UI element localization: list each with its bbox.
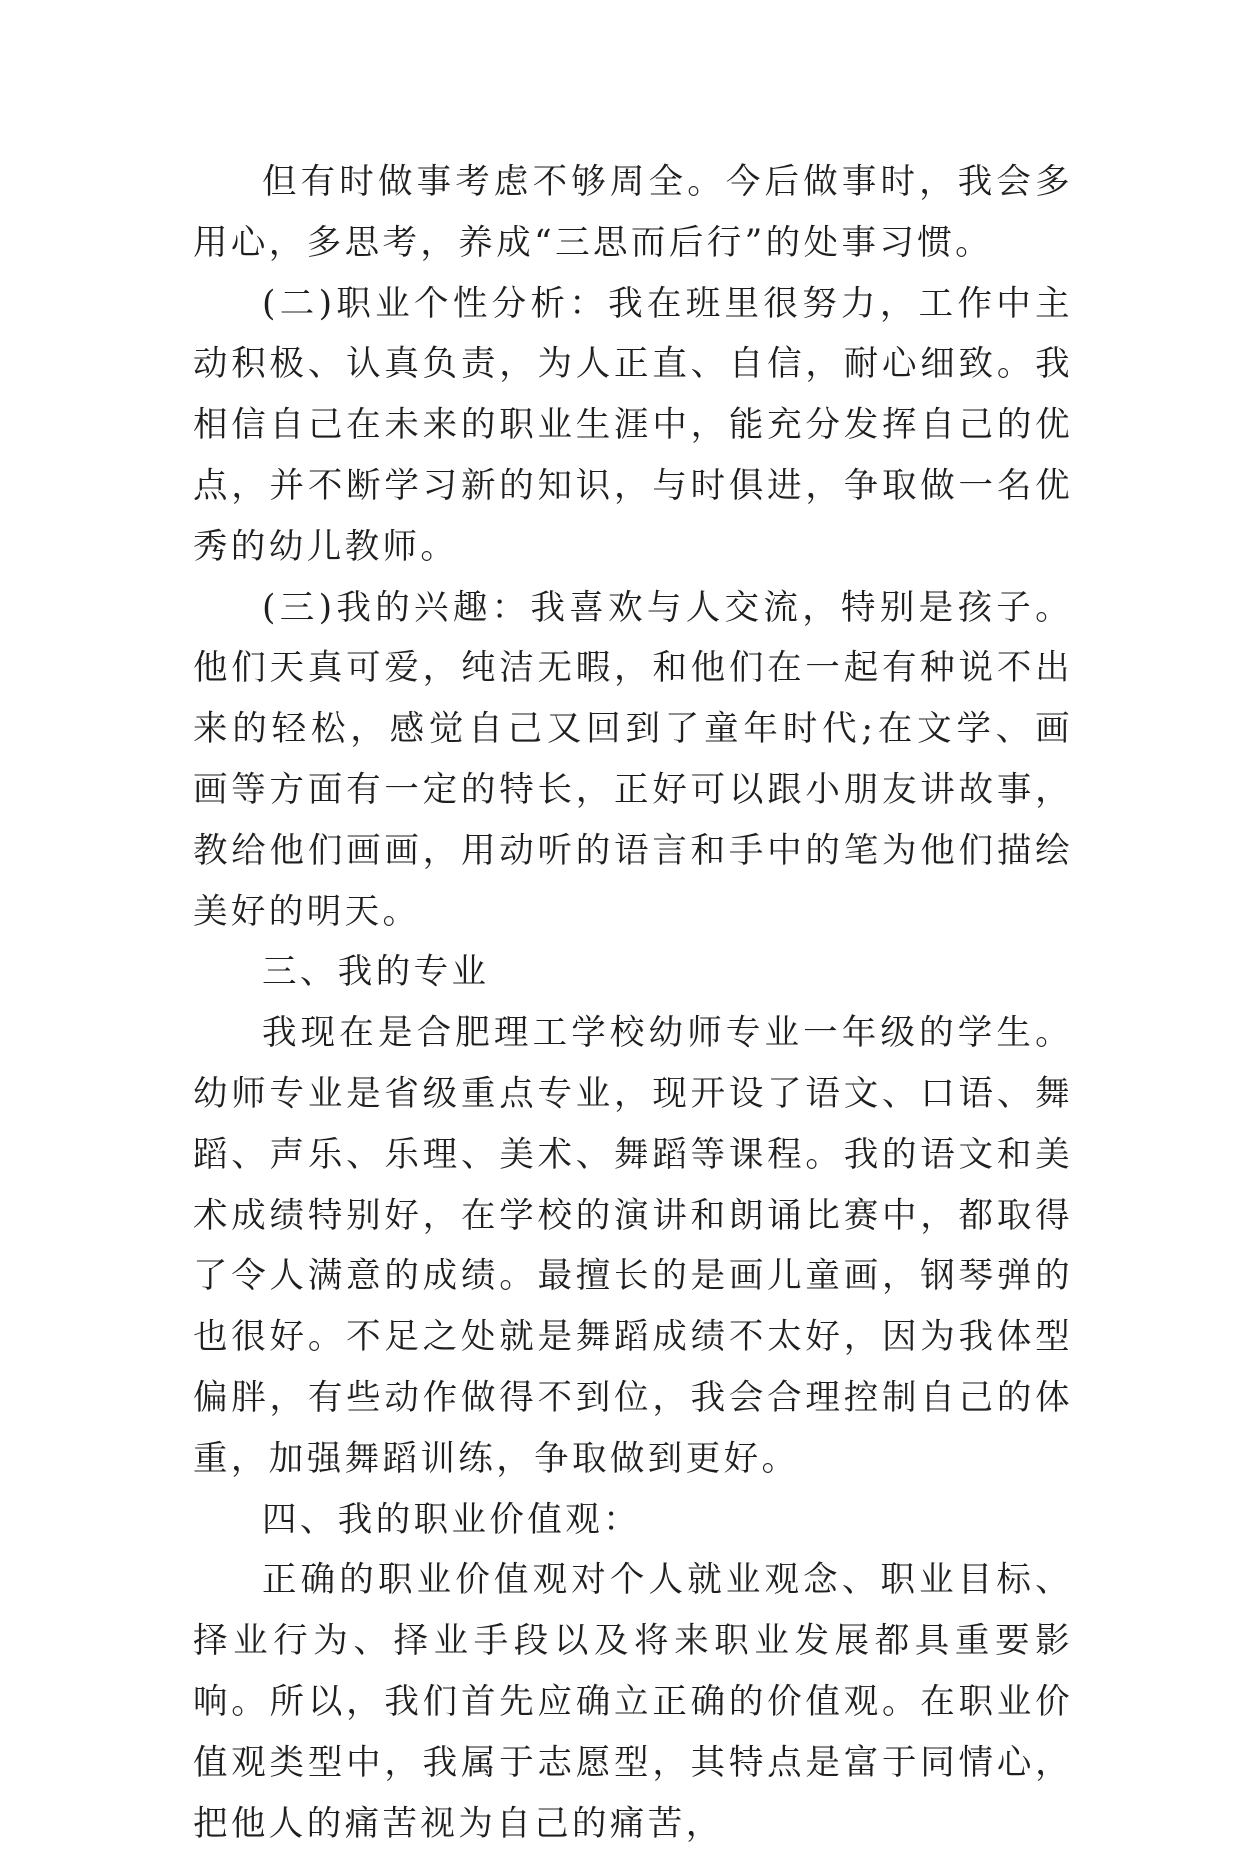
paragraph-values: 正确的职业价值观对个人就业观念、职业目标、择业行为、择业手段以及将来职业发展都具重要影响。所以，我们首先应确立正确的价值观。在职业价值观类型中，我属于志愿型，其特点是富于同情心，把他人的痛苦视为自己的痛苦， bbox=[193, 1560, 1073, 1844]
section-heading-values: 四、我的职业价值观： bbox=[262, 1499, 641, 1540]
section-heading-major: 三、我的专业 bbox=[262, 952, 490, 993]
paragraph-major: 我现在是合肥理工学校幼师专业一年级的学生。幼师专业是省级重点专业，现开设了语文、口语、舞蹈、声乐、乐理、美术、舞蹈等课程。我的语文和美术成绩特别好，在学校的演讲和朗诵比赛中，都取得了令人满意的成绩。最擅长的是画儿童画，钢琴弹的也很好。不足之处就是舞蹈成绩不太好，因为我体型偏胖，有些动作做得不到位，我会合理控制自己的体重，加强舞蹈训练，争取做到更好。 bbox=[193, 1013, 1073, 1479]
paragraph-career-personality: (二)职业个性分析：我在班里很努力，工作中主动积极、认真负责，为人正直、自信，耐心细致。我相信自己在未来的职业生涯中，能充分发挥自己的优点，并不断学习新的知识，与时俱进，争取做一名优秀的幼儿教师。 bbox=[193, 283, 1073, 567]
paragraph-interests: (三)我的兴趣：我喜欢与人交流，特别是孩子。他们天真可爱，纯洁无暇，和他们在一起有种说不出来的轻松，感觉自己又回到了童年时代;在文学、画画等方面有一定的特长，正好可以跟小朋友讲故事，教给他们画画，用动听的语言和手中的笔为他们描绘美好的明天。 bbox=[193, 587, 1073, 932]
document-body bbox=[193, 152, 1073, 1854]
paragraph-continuation: 但有时做事考虑不够周全。今后做事时，我会多用心，多思考，养成“三思而后行”的处事习惯。 bbox=[193, 162, 1073, 263]
